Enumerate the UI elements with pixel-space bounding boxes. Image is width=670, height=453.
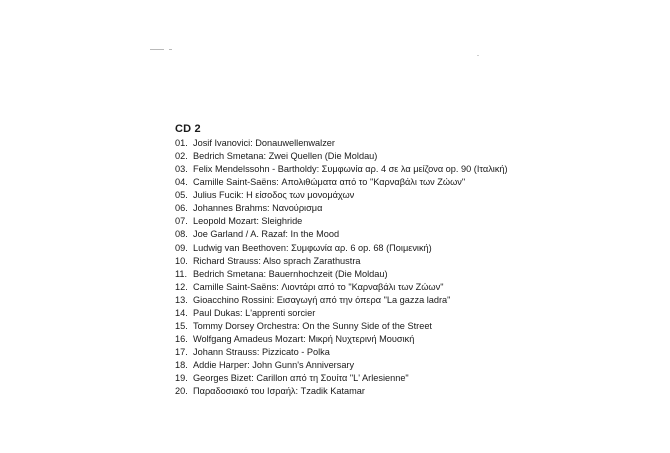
- track-title: Johannes Brahms: Νανούρισμα: [193, 203, 323, 214]
- track-item: [175, 294, 535, 307]
- track-title: Wolfgang Amadeus Mozart: Μικρή Νυχτερινή Μουσική: [193, 333, 415, 344]
- track-number: 12.: [175, 281, 188, 292]
- tracklist: [175, 123, 535, 398]
- track-title: Richard Strauss: Also sprach Zarathustra: [193, 255, 361, 266]
- track-number: 18.: [175, 360, 188, 371]
- track-number: 05.: [175, 190, 188, 201]
- track-number: 13.: [175, 294, 188, 305]
- track-number: 10.: [175, 255, 188, 266]
- track-number: 14.: [175, 307, 188, 318]
- track-number: 06.: [175, 203, 188, 214]
- track-item: [175, 281, 535, 294]
- track-title: Julius Fucik: Η είσοδος των μονομάχων: [193, 190, 355, 201]
- track-title: Ludwig van Beethoven: Συμφωνία αρ. 6 op. 68 (Ποιμενική): [193, 242, 432, 253]
- track-item: [175, 385, 535, 398]
- cd-heading: CD 2: [175, 123, 201, 135]
- track-number: 03.: [175, 164, 188, 175]
- track-title: Josif Ivanovici: Donauwellenwalzer: [193, 138, 335, 148]
- track-item: [175, 346, 535, 359]
- track-title: Bedrich Smetana: Zwei Quellen (Die Moldau): [193, 151, 378, 162]
- track-title: Johann Strauss: Pizzicato - Polka: [193, 347, 330, 357]
- track-item: [175, 333, 535, 346]
- track-number: 04.: [175, 177, 188, 188]
- track-title: Addie Harper: John Gunn's Anniversary: [193, 360, 355, 371]
- track-item: [175, 137, 535, 150]
- track-title: Felix Mendelssohn - Bartholdy: Συμφωνία αρ. 4 σε λα μείζονα op. 90 (Ιταλική): [193, 164, 508, 175]
- scan-artifact-mark: [169, 49, 172, 50]
- track-number: 02.: [175, 151, 188, 162]
- track-item: [175, 189, 535, 202]
- track-item: [175, 228, 535, 241]
- track-number: 20.: [175, 386, 188, 397]
- track-item: [175, 320, 535, 333]
- track-item: [175, 176, 535, 189]
- track-title: Paul Dukas: L'apprenti sorcier: [193, 307, 316, 318]
- track-item: [175, 359, 535, 372]
- track-item: [175, 202, 535, 215]
- track-item: [175, 163, 535, 176]
- scan-artifact-mark: [477, 55, 479, 56]
- track-title: Camille Saint-Saëns: Απολιθώματα από το "Καρναβάλι των Ζώων": [193, 177, 466, 188]
- track-number: 11.: [175, 268, 188, 279]
- track-item: [175, 150, 535, 163]
- track-number: 08.: [175, 229, 188, 240]
- track-list: [175, 137, 535, 398]
- track-number: 15.: [175, 320, 188, 331]
- track-number: 01.: [175, 138, 188, 148]
- track-item: [175, 307, 535, 320]
- track-item: [175, 255, 535, 268]
- track-item: [175, 242, 535, 255]
- track-number: 07.: [175, 216, 188, 227]
- scan-artifact-mark: [150, 49, 164, 50]
- track-number: 19.: [175, 373, 188, 384]
- track-number: 16.: [175, 333, 188, 344]
- track-title: Gioacchino Rossini: Εισαγωγή από την όπερα "La gazza ladra": [193, 294, 451, 305]
- track-title: Tommy Dorsey Orchestra: On the Sunny Side of the Street: [193, 320, 432, 331]
- track-title: Joe Garland / A. Razaf: In the Mood: [193, 229, 340, 240]
- track-item: [175, 268, 535, 281]
- track-title: Παραδοσιακό του Ισραήλ: Tzadik Katamar: [193, 386, 365, 397]
- track-item: [175, 215, 535, 228]
- track-title: Georges Bizet: Carillon από τη Σουίτα "L' Arlesienne": [193, 373, 409, 384]
- track-title: Leopold Mozart: Sleighride: [193, 216, 303, 227]
- track-number: 09.: [175, 242, 188, 253]
- track-title: Bedrich Smetana: Bauernhochzeit (Die Moldau): [193, 268, 388, 279]
- track-item: [175, 372, 535, 385]
- track-title: Camille Saint-Saëns: Λιοντάρι από το "Καρναβάλι των Ζώων": [193, 281, 444, 292]
- track-number: 17.: [175, 347, 188, 357]
